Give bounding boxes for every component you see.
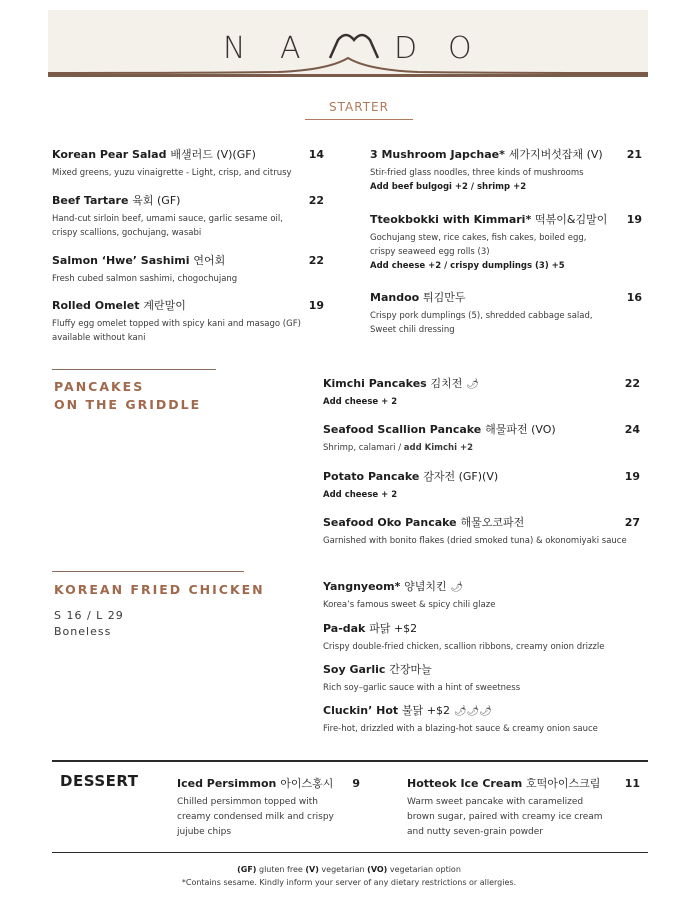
- price: 27: [624, 516, 640, 529]
- item-korean: 아이스홍시: [280, 777, 334, 790]
- item-korean: 계란말이: [143, 299, 186, 312]
- item-desc: Add cheese + 2: [323, 397, 398, 407]
- item-korean: 감자전 (GF)(V): [423, 470, 499, 483]
- item-desc: Fire-hot, drizzled with a blazing-hot sauce & creamy onion sauce: [323, 724, 598, 734]
- legend-v: (V): [305, 865, 319, 874]
- item-name: Soy Garlic: [323, 663, 386, 676]
- item-name: Tteokbokki with Kimmari*: [370, 213, 532, 226]
- dessert-bottom-rule: [52, 852, 648, 853]
- price: 9: [352, 777, 360, 790]
- item-korean: 배샐러드 (V)(GF): [170, 148, 256, 161]
- item-desc: Chilled persimmon topped with creamy condensed milk and crispy jujube chips: [177, 797, 334, 837]
- item-name: Hotteok Ice Cream: [407, 777, 523, 790]
- item-korean: 파닭 +$2: [369, 622, 418, 635]
- price: 21: [626, 148, 642, 161]
- chili-icon-triple: 🌶︎🌶︎🌶︎: [453, 706, 492, 717]
- item-korean: 튀김만두: [423, 291, 466, 304]
- menu-item-tteokbokki: [370, 211, 610, 273]
- item-korean: 해물오코파전: [460, 516, 525, 529]
- menu-item-seafood-oko-pancake: [323, 514, 643, 548]
- item-extra: Add beef bulgogi +2 / shrimp +2: [370, 182, 527, 192]
- item-desc-bold: add Kimchi +2: [403, 443, 474, 453]
- pancakes-title: [54, 378, 201, 414]
- logo-letter-o: O: [448, 31, 472, 66]
- item-korean: 연어회: [193, 254, 226, 267]
- item-desc: Add cheese + 2: [323, 490, 398, 500]
- menu-item-seafood-scallion-pancake: [323, 421, 613, 455]
- pancakes-title-line2: ON THE GRIDDLE: [54, 397, 202, 412]
- item-extra: Add cheese +2 / crispy dumplings (3) +5: [370, 261, 565, 271]
- chicken-style: Boneless: [54, 625, 112, 638]
- price: 19: [626, 213, 642, 226]
- price: 19: [308, 299, 324, 312]
- menu-item-soy-garlic: [323, 661, 643, 695]
- item-korean: 양념치킨: [404, 580, 447, 593]
- menu-item-rolled-omelet: [52, 297, 302, 345]
- price: 11: [624, 777, 640, 790]
- item-name: Rolled Omelet: [52, 299, 140, 312]
- item-korean: 간장마늘: [389, 663, 432, 676]
- starter-title: STARTER: [329, 100, 389, 114]
- price: 16: [626, 291, 642, 304]
- item-desc: Korea’s famous sweet & spicy chili glaze: [323, 600, 496, 610]
- item-name: Mandoo: [370, 291, 420, 304]
- menu-item-potato-pancake: [323, 468, 613, 502]
- chili-icon: 🌶︎: [450, 582, 464, 593]
- dessert-title: DESSERT: [60, 772, 139, 790]
- header-rule: [48, 74, 648, 77]
- logo-letter-n: N: [223, 31, 246, 66]
- starter-title-rule: [305, 119, 413, 120]
- chicken-title: KOREAN FRIED CHICKEN: [54, 582, 265, 597]
- allergy-note: *Contains sesame. Kindly inform your server of any dietary restrictions or allergies.: [181, 878, 517, 887]
- item-name: Beef Tartare: [52, 194, 129, 207]
- chicken-sizes: S 16 / L 29: [54, 609, 124, 622]
- item-korean: 육회 (GF): [132, 194, 181, 207]
- item-korean: 해물파전 (VO): [485, 423, 556, 436]
- item-name: Yangnyeom*: [323, 580, 401, 593]
- item-korean: 세가지버섯잡채 (V): [508, 148, 603, 161]
- menu-item-mandoo: [370, 289, 610, 337]
- pancakes-rule: [52, 369, 216, 370]
- item-name: Potato Pancake: [323, 470, 420, 483]
- pancakes-title-line1: PANCAKES: [54, 379, 145, 394]
- price: 22: [308, 194, 324, 207]
- menu-item-salmon-sashimi: [52, 252, 302, 286]
- dessert-top-rule: [52, 760, 648, 762]
- item-korean: 호떡아이스크림: [526, 777, 601, 790]
- item-name: Kimchi Pancakes: [323, 377, 427, 390]
- item-desc: Stir-fried glass noodles, three kinds of mushrooms: [370, 168, 584, 178]
- item-desc: Gochujang stew, rice cakes, fish cakes, boiled egg, crispy seaweed egg rolls (3): [370, 233, 587, 257]
- menu-header: [48, 10, 648, 76]
- price: 14: [308, 148, 324, 161]
- price: 24: [624, 423, 640, 436]
- item-desc: Mixed greens, yuzu vinaigrette - Light, crisp, and citrusy: [52, 168, 292, 178]
- item-korean: 김치전: [430, 377, 463, 390]
- menu-item-korean-pear-salad: [52, 146, 312, 180]
- namdo-logo: [48, 10, 648, 76]
- item-desc: Crispy double-fried chicken, scallion ribbons, creamy onion drizzle: [323, 642, 605, 652]
- menu-item-yangnyeom: [323, 578, 643, 612]
- legend-gf-text: gluten free: [258, 865, 303, 874]
- item-desc: Fluffy egg omelet topped with spicy kani and masago (GF) available without kani: [52, 319, 301, 343]
- item-name: Seafood Oko Pancake: [323, 516, 457, 529]
- item-name: Iced Persimmon: [177, 777, 277, 790]
- item-desc: Hand-cut sirloin beef, umami sauce, garlic sesame oil, crispy scallions, gochujang, wasabi: [52, 214, 283, 238]
- price: 22: [308, 254, 324, 267]
- dietary-legend: [0, 865, 698, 874]
- legend-vo-text: vegetarian option: [389, 865, 461, 874]
- logo-mountain-m: [330, 35, 378, 58]
- legend-v-text: vegetarian: [321, 865, 365, 874]
- chicken-rule: [52, 571, 244, 572]
- menu-item-iced-persimmon: [177, 775, 347, 840]
- item-desc: Crispy pork dumplings (5), shredded cabbage salad, Sweet chili dressing: [370, 311, 593, 335]
- item-name: Pa-dak: [323, 622, 366, 635]
- logo-letter-d: D: [394, 31, 418, 66]
- logo-letter-a: A: [280, 31, 301, 66]
- item-desc: Rich soy–garlic sauce with a hint of sweetness: [323, 683, 521, 693]
- item-name: Korean Pear Salad: [52, 148, 167, 161]
- legend-vo: (VO): [367, 865, 388, 874]
- chili-icon: 🌶︎: [466, 379, 479, 390]
- legend-gf: (GF): [237, 865, 257, 874]
- item-name: Salmon ‘Hwe’ Sashimi: [52, 254, 190, 267]
- menu-item-mushroom-japchae: [370, 146, 610, 194]
- item-desc: Garnished with bonito flakes (dried smoked tuna) & okonomiyaki sauce: [323, 536, 627, 546]
- item-desc: Fresh cubed salmon sashimi, chogochujang: [52, 274, 238, 284]
- item-desc: Warm sweet pancake with caramelized brown sugar, paired with creamy ice cream and nutty seven-grain powder: [407, 797, 603, 837]
- item-korean: 떡볶이&김말이: [535, 213, 608, 226]
- menu-item-cluckin-hot: [323, 702, 643, 736]
- menu-item-beef-tartare: [52, 192, 302, 240]
- item-desc: Shrimp, calamari /: [323, 443, 404, 453]
- menu-item-pa-dak: [323, 620, 643, 654]
- menu-item-kimchi-pancakes: [323, 375, 613, 409]
- price: 22: [624, 377, 640, 390]
- item-korean: 불닭 +$2: [402, 704, 450, 717]
- menu-item-hotteok-ice-cream: [407, 775, 607, 840]
- logo-swoosh: [48, 58, 648, 73]
- item-name: Cluckin’ Hot: [323, 704, 399, 717]
- price: 19: [624, 470, 640, 483]
- item-name: 3 Mushroom Japchae*: [370, 148, 505, 161]
- item-name: Seafood Scallion Pancake: [323, 423, 482, 436]
